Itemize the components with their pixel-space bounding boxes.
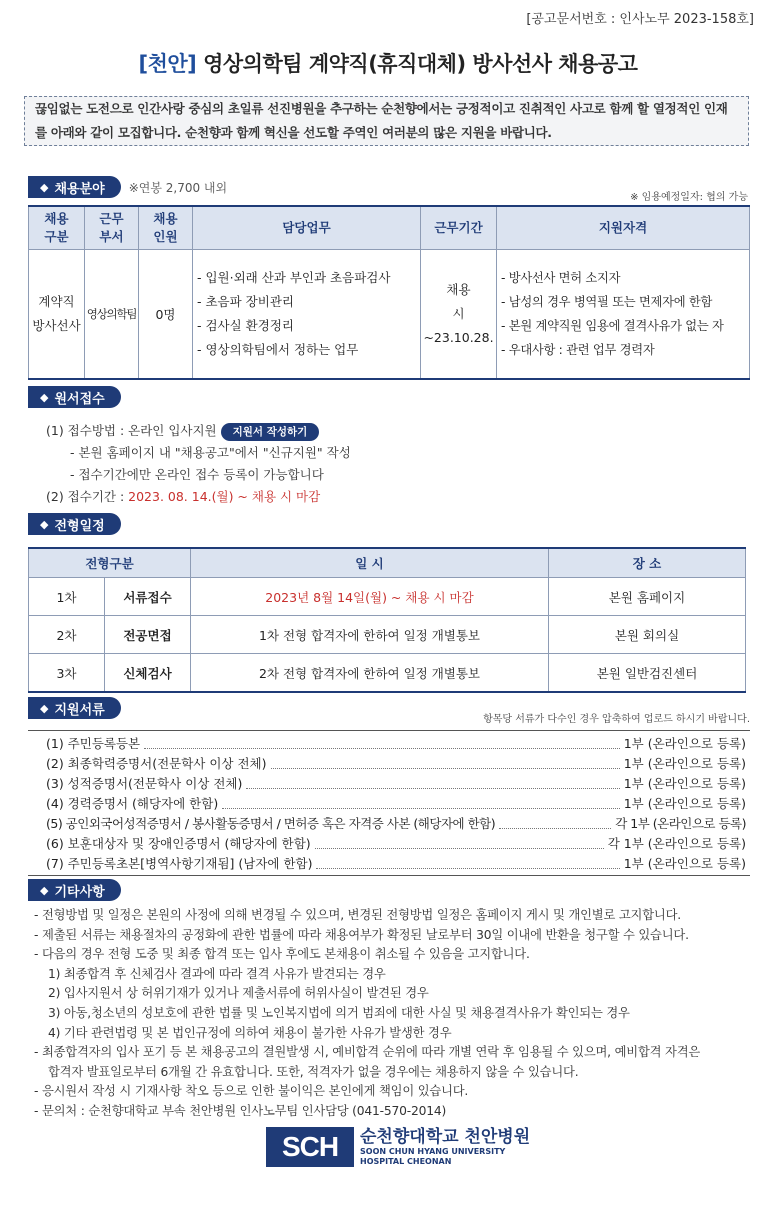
header-count: 채용 인원 (139, 206, 193, 250)
title-text: 영상의학팀 계약직(휴직대체) 방사선사 채용공고 (196, 52, 638, 76)
documents-note: 항목당 서류가 다수인 경우 압축하여 업로드 하시기 바랍니다. (483, 714, 750, 725)
job-quals (497, 250, 750, 380)
section-badge-application: ◆ 원서접수 (28, 386, 121, 408)
job-period: 채용 시 ~23.10.28. (421, 250, 497, 380)
application-sub2: - 접수기간에만 온라인 접수 등록이 가능합니다 (70, 467, 324, 482)
duty-item: - 입원·외래 산과 부인과 초음파검사 (197, 270, 391, 285)
step-place: 본원 홈페이지 (549, 578, 746, 616)
document-item: (1) 주민등록등본 1부 (온라인으로 등록) (46, 736, 746, 751)
header-date: 일 시 (191, 548, 549, 578)
logo-korean: 순천향대학교 천안병원 (360, 1127, 531, 1147)
diamond-icon: ◆ (40, 883, 49, 897)
application-period: (2) 접수기간 : 2023. 08. 14.(월) ~ 채용 시 마감 (46, 489, 321, 504)
job-table-row (29, 250, 750, 380)
etc-item: - 제출된 서류는 채용절차의 공정화에 관한 법률에 따라 채용여부가 확정된 날로부터 30일 이내에 반환을 청구할 수 있습니다. (34, 927, 689, 942)
header-quals: 지원자격 (497, 206, 750, 250)
etc-item: - 최종합격자의 입사 포기 등 본 채용공고의 결원발생 시, 예비합격 순위에 따라 개별 연락 후 임용될 수 있으며, 예비합격 자격은 (34, 1045, 701, 1060)
salary-note: ※연봉 2,700 내외 (128, 180, 228, 195)
schedule-row (29, 578, 746, 616)
step-name: 서류접수 (105, 578, 191, 616)
document-item: (4) 경력증명서 (해당자에 한함) 1부 (온라인으로 등록) (46, 796, 746, 811)
step-name: 전공면접 (105, 616, 191, 654)
diamond-icon: ◆ (40, 180, 49, 194)
etc-list (34, 906, 754, 1122)
application-period-value: 2023. 08. 14.(월) ~ 채용 시 마감 (128, 489, 321, 504)
duty-item: - 영상의학팀에서 정하는 업무 (197, 342, 359, 357)
step-place: 본원 일반검진센터 (549, 654, 746, 693)
step-place: 본원 회의실 (549, 616, 746, 654)
job-table (28, 205, 750, 380)
application-method: (1) 접수방법 : 온라인 입사지원 지원서 작성하기 (46, 420, 351, 442)
document-item: (3) 성적증명서(전문학사 이상 전체) 1부 (온라인으로 등록) (46, 776, 746, 791)
logo-text (360, 1127, 530, 1167)
header-step: 전형구분 (29, 548, 191, 578)
header-type: 채용 구분 (29, 206, 85, 250)
hospital-logo (266, 1127, 530, 1167)
qual-item: - 본원 계약직원 임용에 결격사유가 없는 자 (501, 319, 724, 333)
duty-item: - 초음파 장비관리 (197, 294, 294, 309)
intro-box: 끊임없는 도전으로 인간사랑 중심의 초일류 선진병원을 추구하는 순천향에서는 긍정적이고 진취적인 사고로 함께 할 열정적인 인재를 아래와 같이 모집합니다. 순천향과 함께 혁신을 선도할 주역인 여러분의 많은 지원을 바랍니다. (24, 96, 749, 146)
etc-item: - 전형방법 및 일정은 본원의 사정에 의해 변경될 수 있으며, 변경된 전형방법 일정은 홈페이지 게시 및 개인별로 고지합니다. (34, 908, 681, 922)
document-item: (6) 보훈대상자 및 장애인증명서 (해당자에 한함) 각 1부 (온라인으로 등록) (46, 836, 746, 851)
header-period: 근무기간 (421, 206, 497, 250)
header-duties: 담당업무 (193, 206, 421, 250)
diamond-icon: ◆ (40, 701, 49, 715)
job-count: 0명 (139, 250, 193, 380)
step-name: 신체검사 (105, 654, 191, 693)
page-title (0, 48, 776, 78)
etc-item: - 응시원서 작성 시 기재사항 착오 등으로 인한 불이익은 본인에게 책임이 있습니다. (34, 1084, 469, 1099)
schedule-table (28, 547, 746, 693)
schedule-row (29, 654, 746, 693)
section-badge-schedule: ◆ 전형일정 (28, 513, 121, 535)
etc-item: 2) 입사지원서 상 허위기재가 있거나 제출서류에 허위사실이 발견된 경우 (48, 986, 429, 1001)
document-number: [공고문서번호 : 인사노무 2023-158호] (526, 12, 754, 27)
diamond-icon: ◆ (40, 390, 49, 404)
job-type: 계약직 방사선사 (29, 250, 85, 380)
etc-item: 1) 최종합격 후 신체검사 결과에 따라 결격 사유가 발견되는 경우 (48, 966, 386, 981)
documents-list (28, 730, 750, 876)
field-section-header (28, 176, 227, 198)
etc-item: - 다음의 경우 전형 도중 및 최종 합격 또는 입사 후에도 본채용이 취소될 수 있음을 고지합니다. (34, 947, 530, 962)
job-dept: 영상의학팀 (85, 250, 139, 380)
qual-item: - 우대사항 : 관련 업무 경력자 (501, 343, 655, 357)
step-date: 2023년 8월 14일(월) ~ 채용 시 마감 (191, 578, 549, 616)
logo-english-2: HOSPITAL CHEONAN (360, 1157, 452, 1166)
step: 3차 (29, 654, 105, 693)
etc-item: 3) 아동,청소년의 성보호에 관한 법률 및 노인복지법에 의거 범죄에 대한 사실 및 채용결격사유가 확인되는 경우 (48, 1005, 630, 1020)
application-info (46, 420, 351, 508)
start-date-note: ※ 임용예정일자: 협의 가능 (630, 192, 748, 203)
job-table-header (29, 206, 750, 250)
sch-logo-mark: SCH (266, 1127, 354, 1167)
header-place: 장 소 (549, 548, 746, 578)
step: 1차 (29, 578, 105, 616)
etc-item: - 문의처 : 순천향대학교 부속 천안병원 인사노무팀 인사담당 (041-570-2014) (34, 1103, 447, 1118)
schedule-table-header (29, 548, 746, 578)
document-item: (7) 주민등록초본[병역사항기재됨] (남자에 한함) 1부 (온라인으로 등록) (46, 856, 746, 871)
section-badge-documents: ◆ 지원서류 (28, 697, 121, 719)
step: 2차 (29, 616, 105, 654)
etc-item: 4) 기타 관련법령 및 본 법인규정에 의하여 채용이 불가한 사유가 발생한 경우 (48, 1025, 452, 1040)
header-dept: 근무 부서 (85, 206, 139, 250)
qual-item: - 남성의 경우 병역필 또는 면제자에 한함 (501, 295, 713, 309)
step-date: 2차 전형 합격자에 한하여 일정 개별통보 (191, 654, 549, 693)
document-item: (5) 공인외국어성적증명서 / 봉사활동증명서 / 면허증 혹은 자격증 사본 (해당자에 한함) 각 1부 (온라인으로 등록) (46, 816, 746, 831)
write-application-button[interactable]: 지원서 작성하기 (221, 423, 320, 441)
document-item: (2) 최종학력증명서(전문학사 이상 전체) 1부 (온라인으로 등록) (46, 756, 746, 771)
step-date: 1차 전형 합격자에 한하여 일정 개별통보 (191, 616, 549, 654)
etc-item: 합격자 발표일로부터 6개월 간 유효합니다. 또한, 적격자가 없을 경우에는 채용하지 않을 수 있습니다. (48, 1064, 579, 1079)
section-badge-etc: ◆ 기타사항 (28, 879, 121, 901)
job-duties (193, 250, 421, 380)
schedule-row (29, 616, 746, 654)
section-badge-field: ◆ 채용분야 (28, 176, 121, 198)
application-sub1: - 본원 홈페이지 내 "채용공고"에서 "신규지원" 작성 (70, 445, 351, 460)
logo-english-1: SOON CHUN HYANG UNIVERSITY (360, 1147, 506, 1156)
diamond-icon: ◆ (40, 517, 49, 531)
qual-item: - 방사선사 면허 소지자 (501, 271, 621, 285)
duty-item: - 검사실 환경정리 (197, 318, 294, 333)
title-tag: [천안] (138, 52, 197, 76)
